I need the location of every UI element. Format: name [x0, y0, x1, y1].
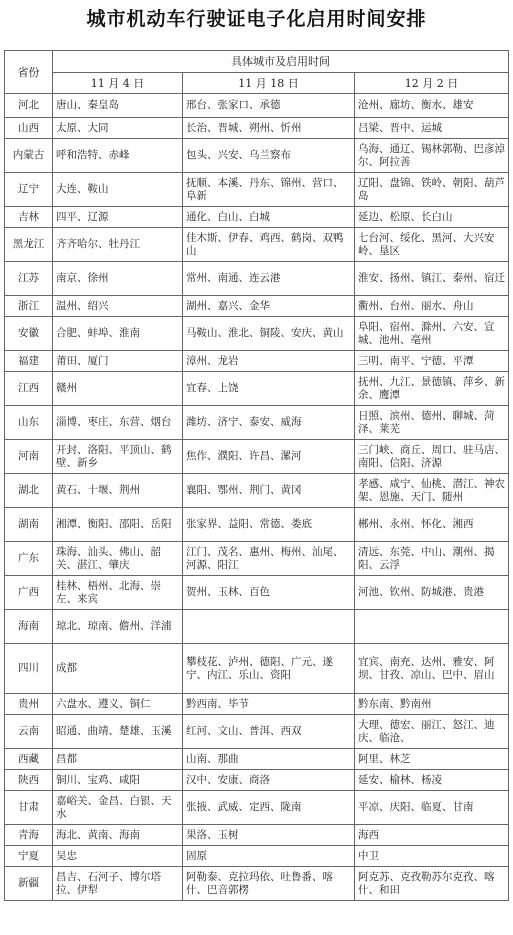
- table-row: [5, 694, 509, 715]
- cities-dec2-cell: 七台河、绥化、黑河、大兴安岭、垦区: [355, 228, 509, 262]
- cities-nov4-cell: 南京、徐州: [53, 262, 183, 296]
- province-cell: 青海: [5, 825, 53, 846]
- table-row: [5, 749, 509, 770]
- province-cell: 宁夏: [5, 846, 53, 867]
- cities-nov4-cell: 大连、鞍山: [53, 173, 183, 207]
- cities-nov18-cell: 邢台、张家口、承德: [183, 94, 355, 118]
- province-cell: 山东: [5, 406, 53, 440]
- cities-nov4-cell: 四平、辽源: [53, 207, 183, 228]
- cities-nov18-cell: 山南、那曲: [183, 749, 355, 770]
- cities-dec2-cell: 日照、滨州、德州、聊城、菏泽、莱芜: [355, 406, 509, 440]
- cities-dec2-cell: 沧州、廊坊、衡水、雄安: [355, 94, 509, 118]
- province-cell: 山西: [5, 118, 53, 139]
- cities-nov18-cell: 黔西南、毕节: [183, 694, 355, 715]
- header-date-1: 11 月 4 日: [53, 73, 183, 94]
- cities-nov4-cell: 太原、大同: [53, 118, 183, 139]
- cities-nov4-cell: 齐齐哈尔、牡丹江: [53, 228, 183, 262]
- cities-nov4-cell: 琼北、琼南、儋州、洋浦: [53, 610, 183, 644]
- table-row: [5, 372, 509, 406]
- cities-dec2-cell: 三明、南平、宁德、平潭: [355, 351, 509, 372]
- table-row: [5, 770, 509, 791]
- table-row: [5, 508, 509, 542]
- cities-dec2-cell: 延边、松原、长白山: [355, 207, 509, 228]
- cities-nov4-cell: 铜川、宝鸡、咸阳: [53, 770, 183, 791]
- cities-nov18-cell: 攀枝花、泸州、德阳、广元、遂宁、内江、乐山、资阳: [183, 644, 355, 694]
- table-row: [5, 542, 509, 576]
- cities-dec2-cell: 三门峡、商丘、周口、驻马店、南阳、信阳、济源: [355, 440, 509, 474]
- province-cell: 江西: [5, 372, 53, 406]
- cities-dec2-cell: 宜宾、南充、达州、雅安、阿坝、甘孜、凉山、巴中、眉山: [355, 644, 509, 694]
- table-row: [5, 644, 509, 694]
- cities-nov4-cell: 赣州: [53, 372, 183, 406]
- cities-nov18-cell: 潍坊、济宁、泰安、威海: [183, 406, 355, 440]
- province-cell: 江苏: [5, 262, 53, 296]
- cities-nov18-cell: 襄阳、鄂州、荆门、黄冈: [183, 474, 355, 508]
- table-row: [5, 351, 509, 372]
- cities-nov18-cell: 贺州、玉林、百色: [183, 576, 355, 610]
- cities-dec2-cell: 延安、榆林、杨凌: [355, 770, 509, 791]
- table-row: [5, 207, 509, 228]
- cities-nov18-cell: 佳木斯、伊春、鸡西、鹤岗、双鸭山: [183, 228, 355, 262]
- cities-dec2-cell: 抚州、九江、景德镇、萍乡、新余、鹰潭: [355, 372, 509, 406]
- cities-nov18-cell: 常州、南通、连云港: [183, 262, 355, 296]
- header-province: 省份: [5, 51, 53, 94]
- cities-nov4-cell: 昌都: [53, 749, 183, 770]
- cities-nov4-cell: 开封、洛阳、平顶山、鹤壁、新乡: [53, 440, 183, 474]
- header-date-3: 12 月 2 日: [355, 73, 509, 94]
- table-row: [5, 173, 509, 207]
- cities-nov18-cell: 通化、白山、白城: [183, 207, 355, 228]
- cities-nov18-cell: 长治、晋城、朔州、忻州: [183, 118, 355, 139]
- cities-nov18-cell: 江门、茂名、惠州、梅州、汕尾、河源、阳江: [183, 542, 355, 576]
- cities-nov18-cell: 漳州、龙岩: [183, 351, 355, 372]
- cities-nov18-cell: 果洛、玉树: [183, 825, 355, 846]
- table-row: [5, 846, 509, 867]
- cities-nov4-cell: 温州、绍兴: [53, 296, 183, 317]
- province-cell: 安徽: [5, 317, 53, 351]
- province-cell: 新疆: [5, 867, 53, 901]
- cities-nov18-cell: 汉中、安康、商洛: [183, 770, 355, 791]
- cities-dec2-cell: 中卫: [355, 846, 509, 867]
- province-cell: 河北: [5, 94, 53, 118]
- cities-nov18-cell: 宜春、上饶: [183, 372, 355, 406]
- province-cell: 福建: [5, 351, 53, 372]
- table-row: [5, 228, 509, 262]
- cities-dec2-cell: [355, 610, 509, 644]
- cities-nov4-cell: 桂林、梧州、北海、崇左、来宾: [53, 576, 183, 610]
- cities-nov18-cell: 焦作、濮阳、许昌、漯河: [183, 440, 355, 474]
- table-row: [5, 317, 509, 351]
- cities-dec2-cell: 淮安、扬州、镇江、泰州、宿迁: [355, 262, 509, 296]
- table-row: [5, 825, 509, 846]
- cities-nov4-cell: 呼和浩特、赤峰: [53, 139, 183, 173]
- table-row: [5, 715, 509, 749]
- cities-dec2-cell: 阿里、林芝: [355, 749, 509, 770]
- table-row: [5, 296, 509, 317]
- document-title: 城市机动车行驶证电子化启用时间安排: [86, 8, 427, 30]
- province-cell: 陕西: [5, 770, 53, 791]
- header-group: 具体城市及启用时间: [53, 51, 509, 73]
- province-cell: 吉林: [5, 207, 53, 228]
- province-cell: 广西: [5, 576, 53, 610]
- province-cell: 黑龙江: [5, 228, 53, 262]
- cities-nov4-cell: 六盘水、遵义、铜仁: [53, 694, 183, 715]
- province-cell: 西藏: [5, 749, 53, 770]
- cities-nov4-cell: 海北、黄南、海南: [53, 825, 183, 846]
- cities-nov4-cell: 珠海、汕头、佛山、韶关、湛江、肇庆: [53, 542, 183, 576]
- cities-nov18-cell: 马鞍山、淮北、铜陵、安庆、黄山: [183, 317, 355, 351]
- cities-dec2-cell: 阿克苏、克孜勒苏尔克孜、喀什、和田: [355, 867, 509, 901]
- cities-dec2-cell: 海西: [355, 825, 509, 846]
- cities-nov4-cell: 莆田、厦门: [53, 351, 183, 372]
- cities-nov18-cell: [183, 610, 355, 644]
- cities-nov4-cell: 黄石、十堰、荆州: [53, 474, 183, 508]
- cities-dec2-cell: 黔东南、黔南州: [355, 694, 509, 715]
- province-cell: 甘肃: [5, 791, 53, 825]
- cities-nov4-cell: 昌吉、石河子、博尔塔拉、伊犁: [53, 867, 183, 901]
- cities-dec2-cell: 清远、东莞、中山、潮州、揭阳、云浮: [355, 542, 509, 576]
- cities-dec2-cell: 乌海、通辽、锡林郭勒、巴彦淖尔、阿拉善: [355, 139, 509, 173]
- province-cell: 广东: [5, 542, 53, 576]
- header-date-2: 11 月 18 日: [183, 73, 355, 94]
- cities-nov4-cell: 合肥、蚌埠、淮南: [53, 317, 183, 351]
- cities-dec2-cell: 吕梁、晋中、运城: [355, 118, 509, 139]
- table-row: [5, 139, 509, 173]
- province-cell: 辽宁: [5, 173, 53, 207]
- cities-dec2-cell: 孝感、咸宁、仙桃、潜江、神农架、恩施、天门、随州: [355, 474, 509, 508]
- cities-dec2-cell: 郴州、永州、怀化、湘西: [355, 508, 509, 542]
- table-row: [5, 118, 509, 139]
- cities-nov18-cell: 阿勒泰、克拉玛依、吐鲁番、喀什、巴音郭楞: [183, 867, 355, 901]
- table-row: [5, 94, 509, 118]
- cities-nov4-cell: 吴忠: [53, 846, 183, 867]
- cities-nov4-cell: 昭通、曲靖、楚雄、玉溪: [53, 715, 183, 749]
- cities-nov18-cell: 湖州、嘉兴、金华: [183, 296, 355, 317]
- cities-dec2-cell: 阜阳、宿州、滁州、六安、宣城、池州、亳州: [355, 317, 509, 351]
- table-header: [5, 51, 509, 94]
- cities-nov18-cell: 红河、文山、普洱、西双: [183, 715, 355, 749]
- province-cell: 浙江: [5, 296, 53, 317]
- cities-dec2-cell: 大理、德宏、丽江、怒江、迪庆、临沧、: [355, 715, 509, 749]
- cities-dec2-cell: 衢州、台州、丽水、舟山: [355, 296, 509, 317]
- table-row: [5, 406, 509, 440]
- cities-nov4-cell: 湘潭、衡阳、邵阳、岳阳: [53, 508, 183, 542]
- cities-nov18-cell: 固原: [183, 846, 355, 867]
- table-row: [5, 576, 509, 610]
- table-row: [5, 440, 509, 474]
- province-cell: 贵州: [5, 694, 53, 715]
- table-body: [5, 94, 509, 901]
- cities-nov4-cell: 成都: [53, 644, 183, 694]
- province-cell: 海南: [5, 610, 53, 644]
- schedule-table: [4, 50, 509, 901]
- table-row: [5, 610, 509, 644]
- cities-nov18-cell: 抚顺、本溪、丹东、锦州、营口、阜新: [183, 173, 355, 207]
- province-cell: 河南: [5, 440, 53, 474]
- cities-nov4-cell: 淄博、枣庄、东营、烟台: [53, 406, 183, 440]
- cities-nov4-cell: 唐山、秦皇岛: [53, 94, 183, 118]
- province-cell: 内蒙古: [5, 139, 53, 173]
- cities-nov18-cell: 包头、兴安、乌兰察布: [183, 139, 355, 173]
- cities-nov18-cell: 张掖、武威、定西、陇南: [183, 791, 355, 825]
- cities-nov18-cell: 张家界、益阳、常德、娄底: [183, 508, 355, 542]
- cities-dec2-cell: 河池、钦州、防城港、贵港: [355, 576, 509, 610]
- table-row: [5, 474, 509, 508]
- province-cell: 湖北: [5, 474, 53, 508]
- cities-dec2-cell: 平凉、庆阳、临夏、甘南: [355, 791, 509, 825]
- cities-nov4-cell: 嘉峪关、金昌、白银、天水: [53, 791, 183, 825]
- table-row: [5, 791, 509, 825]
- cities-dec2-cell: 辽阳、盘锦、铁岭、朝阳、葫芦岛: [355, 173, 509, 207]
- province-cell: 云南: [5, 715, 53, 749]
- table-row: [5, 262, 509, 296]
- province-cell: 四川: [5, 644, 53, 694]
- table-row: [5, 867, 509, 901]
- province-cell: 湖南: [5, 508, 53, 542]
